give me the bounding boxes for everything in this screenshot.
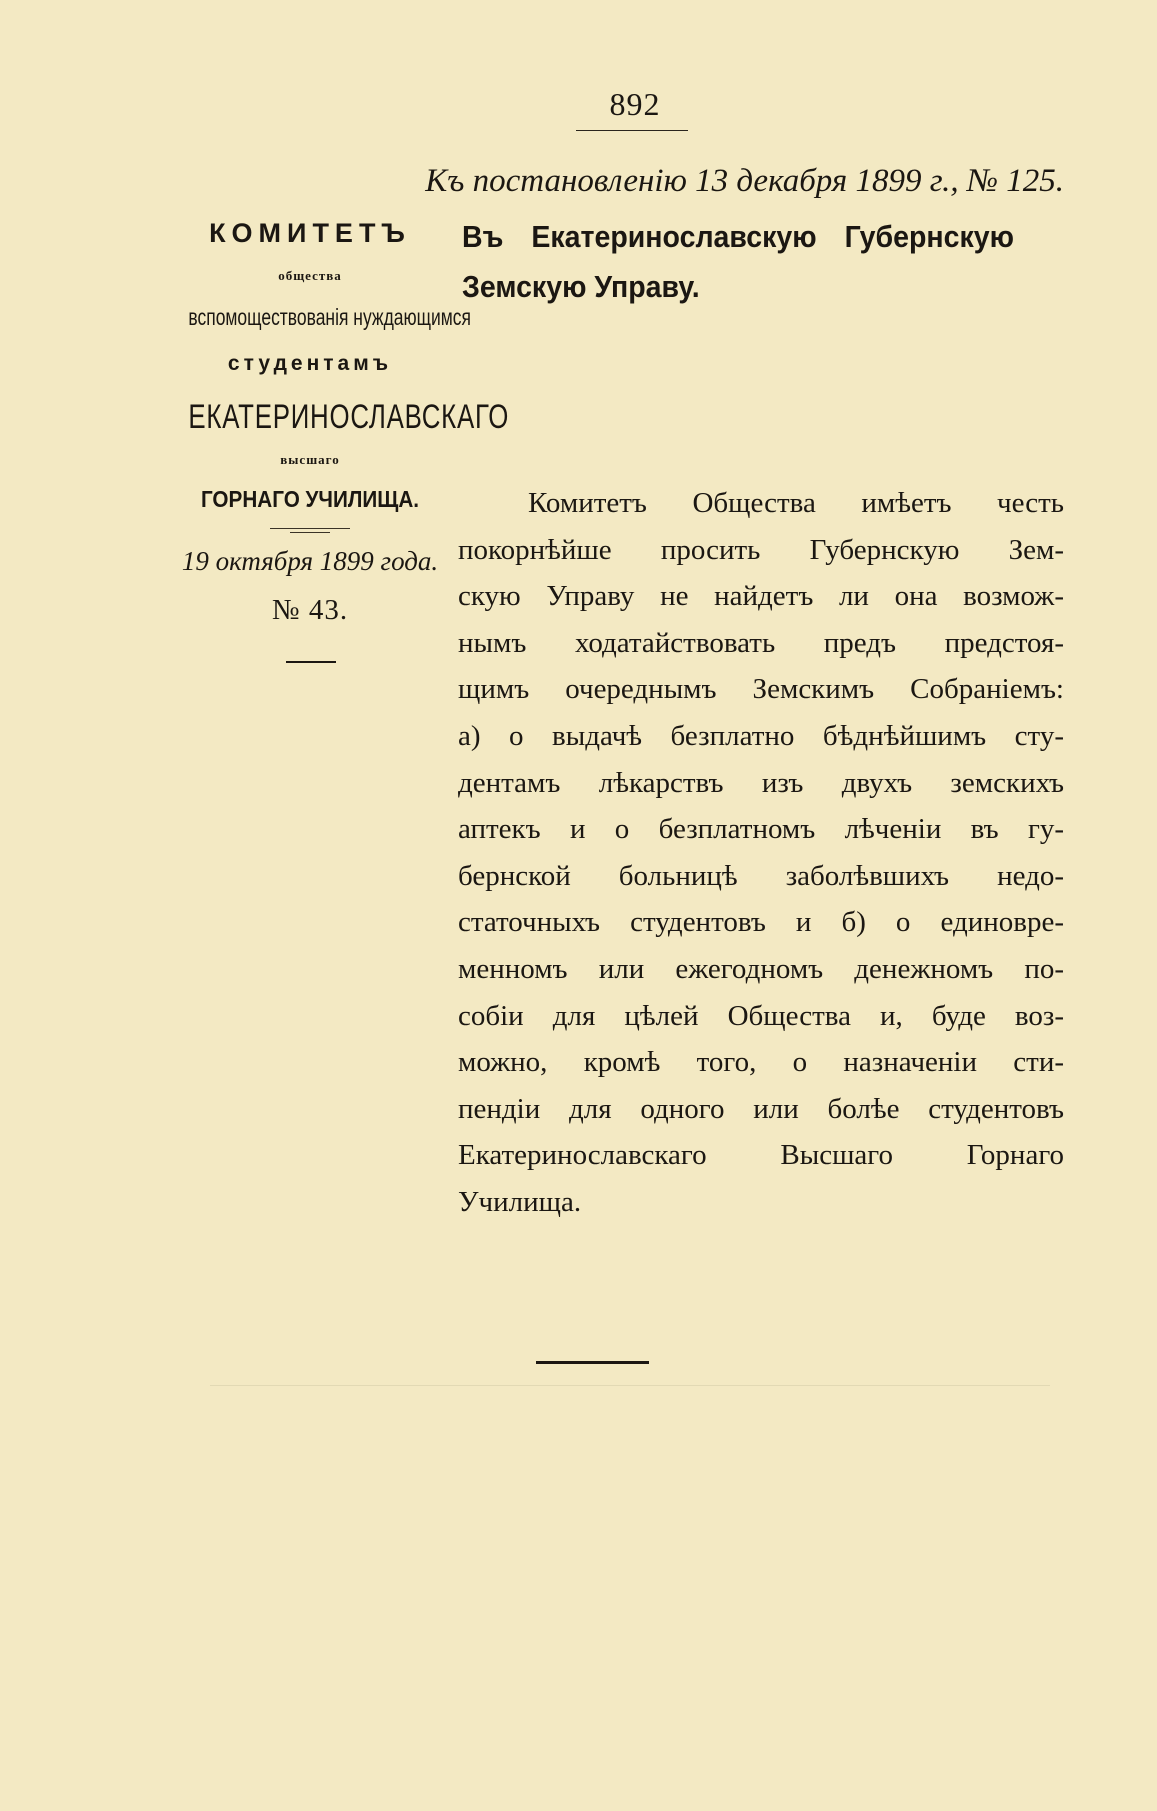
letter-number-rule xyxy=(286,661,336,663)
body-line: менномъ или ежегодномъ денежномъ по- xyxy=(458,952,1064,985)
committee-title: КОМИТЕТЪ xyxy=(209,218,411,248)
body-line: Комитетъ Общества имѣетъ честь xyxy=(528,487,1064,519)
body-line: скую Управу не найдетъ ли она возмож- xyxy=(458,580,1064,613)
body-line: пендіи для одного или болѣе студентовъ xyxy=(458,1092,1064,1125)
resolution-reference: Къ постановленію 13 декабря 1899 г., № 125. xyxy=(425,163,1064,199)
page-number-rule xyxy=(576,130,688,131)
bleed-through-mark xyxy=(210,1385,1050,1426)
page-number: 892 xyxy=(609,86,661,122)
body-line: нымъ ходатайствовать предъ предстоя- xyxy=(458,626,1064,659)
body-line: а) о выдачѣ безплатно бѣднѣйшимъ сту- xyxy=(458,719,1064,752)
body-line: Училища. xyxy=(458,1185,582,1218)
committee-students-line: студентамъ xyxy=(227,352,393,375)
committee-assist-line: вспомоществованія нуждающимся xyxy=(188,304,471,330)
body-line: Екатеринославскаго Высшаго Горнаго xyxy=(458,1139,1064,1172)
ornament-divider xyxy=(150,528,470,538)
body-line: аптекъ и о безплатномъ лѣченіи въ гу- xyxy=(458,813,1064,846)
letter-body xyxy=(458,480,1064,1226)
body-line: щимъ очереднымъ Земскимъ Собраніемъ: xyxy=(458,673,1064,706)
body-line: можно, кромѣ того, о назначеніи сти- xyxy=(458,1046,1064,1079)
body-line: статочныхъ студентовъ и б) о единовре- xyxy=(458,906,1064,939)
addressee: Въ Екатеринославскую Губернскую Земскую Управу. xyxy=(462,219,1014,304)
body-line: собіи для цѣлей Общества и, буде воз- xyxy=(458,999,1064,1032)
committee-higher-line: высшаго xyxy=(280,452,340,467)
section-end-rule xyxy=(536,1361,649,1364)
committee-city-line: ЕКАТЕРИНОСЛАВСКАГО xyxy=(188,398,510,436)
committee-society-line: общества xyxy=(278,268,342,283)
body-line: дентамъ лѣкарствъ изъ двухъ земскихъ xyxy=(458,766,1064,799)
body-line: бернской больницѣ заболѣвшихъ недо- xyxy=(458,859,1064,892)
letter-number: № 43. xyxy=(271,594,349,626)
committee-school-line: ГОРНАГО УЧИЛИЩА. xyxy=(200,486,420,512)
body-line: покорнѣйше просить Губернскую Зем- xyxy=(458,533,1064,566)
letter-date: 19 октября 1899 года. xyxy=(181,546,439,576)
